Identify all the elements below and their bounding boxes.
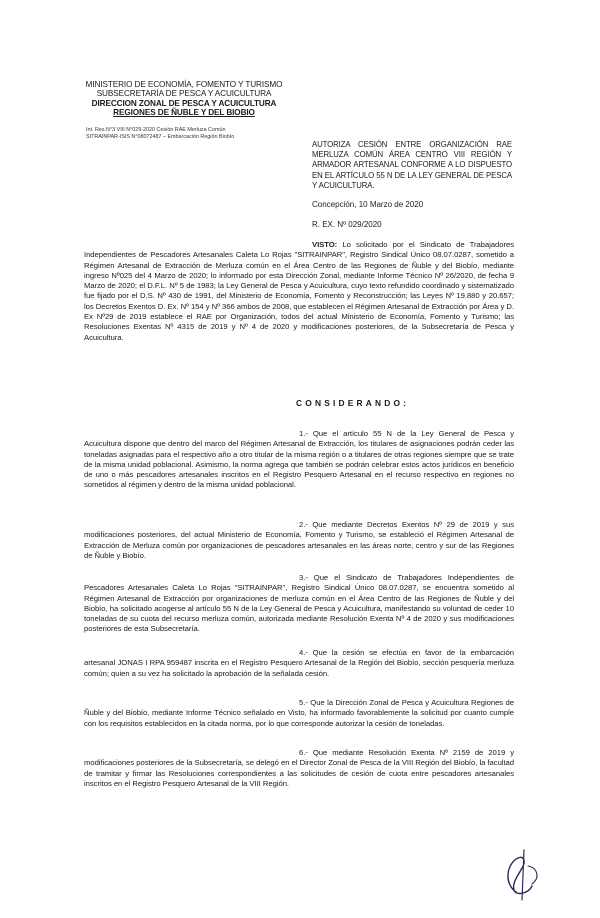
resolution-number: R. EX. Nº 029/2020 (312, 220, 382, 229)
considerando-1 (84, 429, 514, 491)
considerando-3-text: 3.- Que el Sindicato de Trabajadores Independientes de Pescadores Artesanales Caleta Lo Rojas "SITRAINPAR", Registro Sindical Único 08.07.0287, se encuentra sometido al Régimen Artesanal de Extracción por organizaciones de merluza común en el Área Centro de las Regiones de Ñuble y del Biobío, ha solicitado acogerse al artículo 55 N de la Ley General de Pesca y Acuicultura, manifestando su voluntad de ceder 10 toneladas de su cuota del recurso merluza común, autorizada mediante Resolución Exenta Nº 4 de 2020 y sus modificaciones posteriores de esta Subsecretaría. (84, 573, 514, 634)
considerando-2 (84, 520, 514, 561)
considerando-4 (84, 648, 514, 679)
visto-paragraph (84, 240, 514, 343)
considerando-1-text: 1.- Que el artículo 55 N de la Ley General de Pesca y Acuicultura dispone que dentro del marco del Régimen Artesanal de Extracción, los titulares de asignaciones podrán ceder las toneladas asignadas para el respectivo año a otro titular de la misma región o a titulares de otras regiones siempre que se trate de la misma unidad poblacional. Asimismo, la norma agrega que también se podrán celebrar estos actos jurídicos en beneficio de uno o más pescadores artesanales inscritos en el Registro Pesquero Artesanal en el recurso respectivo en regiones no sometidos al régimen y dentro de la misma unidad poblacional. (84, 429, 514, 490)
internal-reference (86, 127, 296, 141)
considerando-title: CONSIDERANDO: (296, 398, 410, 408)
resolution-date: Concepción, 10 Marzo de 2020 (312, 200, 424, 209)
zonal-direction-name: DIRECCION ZONAL DE PESCA Y ACUICULTURA (91, 98, 277, 108)
resolution-subject: AUTORIZA CESIÓN ENTRE ORGANIZACIÓN RAE MERLUZA COMÚN ÁREA CENTRO VIII REGIÓN Y ARMADOR ARTESANAL CONFORME A LO DISPUESTO EN EL ARTÍCULO 55 N DE LA LEY GENERAL DE PESCA Y ACUICULTURA. (312, 140, 512, 190)
ministry-name: MINISTERIO DE ECONOMÍA, FOMENTO Y TURISMO (85, 80, 283, 89)
reference-line-1: Int. Res.N°3 VIII N°029-2020 Cesión RAE Merluza Común (86, 127, 226, 133)
considerando-6 (84, 748, 514, 789)
visto-label: VISTO: (312, 240, 338, 249)
reference-line-2: SITRAINPAR-ISIS N°08072487 – Embarcación Región Biobío (86, 134, 235, 140)
considerando-2-text: 2.- Que mediante Decretos Exentos Nº 29 de 2019 y sus modificaciones posteriores, del actual Ministerio de Economía, Fomento y Turismo, se estableció el Régimen Artesanal de Extracción de Merluza común por organizaciones de pescadores artesanales en las áreas norte, centro y sur de las Regiones de Ñuble y Biobío. (84, 520, 514, 560)
considerando-3 (84, 573, 514, 635)
visto-text: Lo solicitado por el Sindicato de Trabajadores Independientes de Pescadores Artesanales Caleta Lo Rojas "SITRAINPAR", Registro Sindical Único 08.07.0287, sometido a Régimen Artesanal de Extracción de Merluza común en el Área Centro de las Regiones de Ñuble y del Biobío, mediante ingreso Nº025 del 4 Marzo de 2020; lo informado por esta Dirección Zonal, mediante Informe Técnico Nº 26/2020, de fecha 9 Marzo de 2020; el D.F.L. Nº 5 de 1983; la Ley General de Pesca y Acuicultura, cuyo texto refundido coordinado y sistematizado fue fijado por el D.S. Nº 430 de 1991, del Ministerio de Economía, Fomento y Reconstrucción; las Leyes Nº 19.880 y 20.657; los Decretos Exentos D. Ex. Nº 154 y Nº 366 ambos de 2008, que establecen el Régimen Artesanal de Extracción por Área y D. Ex Nº29 de 2019 establece el RAE por Organización, todos del actual Ministerio de Economía, Fomento y Turismo; las Resoluciones Exentas Nº 4315 de 2019 y Nº 4 de 2020 y modificaciones posteriores, de la Subsecretaría de Pesca y Acuicultura. (84, 240, 514, 342)
considerando-4-text: 4.- Que la cesión se efectúa en favor de la embarcación artesanal JONAS I RPA 959487 inscrita en el Registro Pesquero Artesanal de la Región del Biobío, sección pesquería merluza común; quien a su vez ha solicitado la aprobación de la señalada cesión. (84, 648, 514, 678)
signature-mark (498, 846, 548, 902)
considerando-5 (84, 698, 514, 729)
letterhead (84, 80, 284, 118)
regions-name: REGIONES DE ÑUBLE Y DEL BIOBIO (113, 108, 255, 118)
considerando-6-text: 6.- Que mediante Resolución Exenta Nº 2159 de 2019 y modificaciones posteriores de la Subsecretaría, se delegó en el Director Zonal de Pesca de la VIII Región del Biobío, la facultad de tramitar y firmar las Resoluciones correspondientes a las solicitudes de cesión de cuota entre pescadores artesanales inscritos en el Registro Pesquero Artesanal de la VIII Región. (84, 748, 514, 788)
considerando-5-text: 5.- Que la Dirección Zonal de Pesca y Acuicultura Regiones de Ñuble y del Biobío, mediante Informe Técnico señalado en Visto, ha informado favorablemente la solicitud por cuanto cumple con los requisitos establecidos en la citada norma, por lo que corresponde autorizar la cesión de toneladas. (84, 698, 514, 728)
subsecretary-name: SUBSECRETARÍA DE PESCA Y ACUICULTURA (96, 89, 272, 99)
